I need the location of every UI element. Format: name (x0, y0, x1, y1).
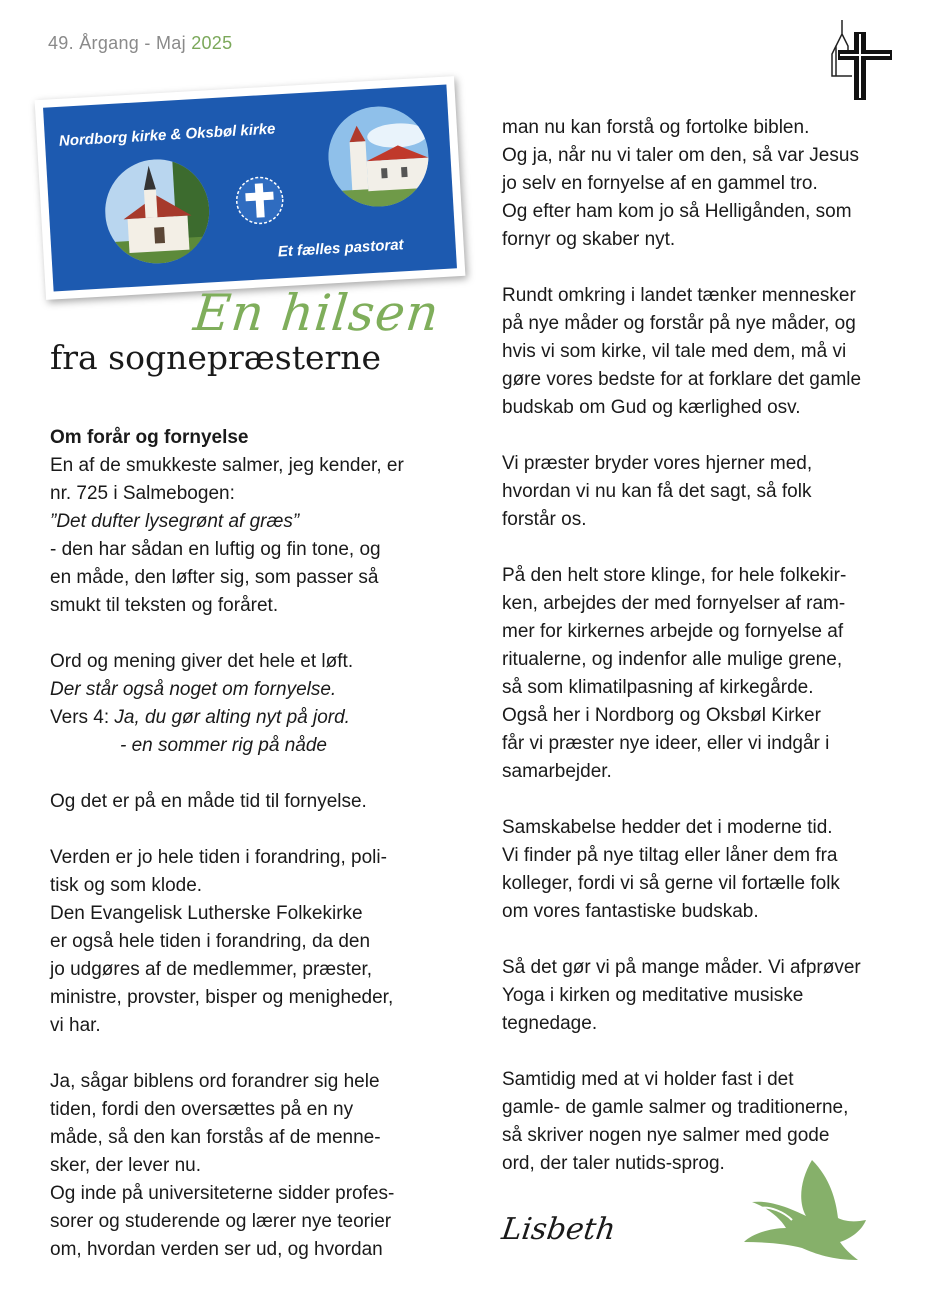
text-line: vi har. (50, 1015, 101, 1036)
right-column (502, 114, 912, 1178)
text-line: Og ja, når nu vi taler om den, så var Jesus (502, 145, 859, 166)
text-line: Om forår og fornyelse (50, 427, 249, 448)
text-line: måde, så den kan forstås af de menne- (50, 1127, 381, 1148)
text-line: så som klimatilpasning af kirkegårde. (502, 677, 814, 698)
text-line: hvordan vi nu kan få det sagt, så folk (502, 481, 812, 502)
text-line: ritualerne, og indenfor alle mulige grene, (502, 649, 843, 670)
nordborg-church-image (102, 156, 212, 266)
text-line (502, 534, 912, 562)
text-line: Samskabelse hedder det i moderne tid. (502, 817, 833, 838)
text-line: ken, arbejdes der med fornyelser af ram- (502, 593, 846, 614)
text-line (502, 422, 912, 450)
text-line: Samtidig med at vi holder fast i det (502, 1069, 794, 1090)
text-line: budskab om Gud og kærlighed osv. (502, 397, 801, 418)
text-line: Vi præster bryder vores hjerner med, (502, 453, 813, 474)
signature: Lisbeth (499, 1212, 618, 1247)
left-column (50, 424, 460, 1264)
banner-title: Nordborg kirke & Oksbøl kirke (58, 120, 276, 150)
text-line: En af de smukkeste salmer, jeg kender, er (50, 455, 404, 476)
text-line: nr. 725 i Salmebogen: (50, 483, 235, 504)
text-line (50, 620, 460, 648)
text-line: sorer og studerende og lærer nye teorier (50, 1211, 392, 1232)
heading-main: fra sognepræsterne (50, 338, 382, 377)
text-line: smukt til teksten og foråret. (50, 595, 279, 616)
issue-label: 49. Årgang - Maj (48, 33, 186, 53)
text-line: ministre, provster, bisper og menigheder, (50, 987, 394, 1008)
text-line: tegnedage. (502, 1013, 598, 1034)
text-line: tiden, fordi den oversættes på en ny (50, 1099, 354, 1120)
text-line: Og efter ham kom jo så Helligånden, som (502, 201, 852, 222)
text-line (50, 816, 460, 844)
church-cross-icon (828, 14, 896, 102)
text-line: Vers 4: Ja, du gør alting nyt på jord. (50, 707, 350, 728)
text-line: Ord og mening giver det hele et løft. (50, 651, 354, 672)
text-line: så skriver nogen nye salmer med gode (502, 1125, 830, 1146)
text-line: mer for kirkernes arbejde og fornyelse af (502, 621, 844, 642)
text-line: Yoga i kirken og meditative musiske (502, 985, 804, 1006)
text-line: ”Det dufter lysegrønt af græs” (50, 511, 300, 532)
text-line: om, hvordan verden ser ud, og hvordan (50, 1239, 383, 1260)
text-line: Også her i Nordborg og Oksbøl Kirker (502, 705, 821, 726)
text-line: gøre vores bedste for at forklare det gamle (502, 369, 862, 390)
text-line: jo udgøres af de medlemmer, præster, (50, 959, 373, 980)
text-line: forstår os. (502, 509, 587, 530)
text-line: fornyr og skaber nyt. (502, 229, 676, 250)
text-line: er også hele tiden i forandring, da den (50, 931, 371, 952)
issue-header (48, 33, 232, 54)
text-line: Ja, sågar biblens ord forandrer sig hele (50, 1071, 380, 1092)
text-line (502, 786, 912, 814)
text-line: Rundt omkring i landet tænker mennesker (502, 285, 856, 306)
text-line: Og inde på universiteterne sidder profes- (50, 1183, 395, 1204)
text-line (502, 926, 912, 954)
text-line (50, 760, 460, 788)
text-line: - den har sådan en luftig og fin tone, og (50, 539, 381, 560)
text-line: samarbejder. (502, 761, 612, 782)
cross-circle-icon (233, 174, 286, 227)
text-line: Så det gør vi på mange måder. Vi afprøver (502, 957, 861, 978)
text-line: om vores fantastiske budskab. (502, 901, 759, 922)
text-line: Og det er på en måde tid til fornyelse. (50, 791, 367, 812)
text-line (50, 1040, 460, 1068)
text-line: Der står også noget om fornyelse. (50, 679, 337, 700)
text-line (502, 1038, 912, 1066)
issue-year: 2025 (191, 33, 233, 53)
oksbol-church-image (326, 104, 432, 210)
text-line: jo selv en fornyelse af en gammel tro. (502, 173, 818, 194)
text-line: en måde, den løfter sig, som passer så (50, 567, 379, 588)
text-line: får vi præster nye ideer, eller vi indgår i (502, 733, 830, 754)
text-line: tisk og som klode. (50, 875, 203, 896)
text-line: - en sommer rig på nåde (120, 735, 327, 756)
text-line (502, 254, 912, 282)
pastorate-banner (35, 76, 466, 300)
text-line: hvis vi som kirke, vil tale med dem, må vi (502, 341, 847, 362)
text-line: på nye måder og forstår på nye måder, og (502, 313, 856, 334)
text-line: man nu kan forstå og fortolke biblen. (502, 117, 810, 138)
text-line: Vi finder på nye tiltag eller låner dem fra (502, 845, 838, 866)
heading-script: En hilsen (190, 284, 443, 342)
text-line: kolleger, fordi vi så gerne vil fortælle folk (502, 873, 840, 894)
text-line: Verden er jo hele tiden i forandring, poli- (50, 847, 387, 868)
dove-icon (740, 1150, 870, 1270)
text-line: På den helt store klinge, for hele folkekir- (502, 565, 847, 586)
text-line: ord, der taler nutids-sprog. (502, 1153, 725, 1174)
text-line: Den Evangelisk Lutherske Folkekirke (50, 903, 363, 924)
text-line: gamle- de gamle salmer og traditionerne, (502, 1097, 849, 1118)
banner-subtitle: Et fælles pastorat (277, 236, 405, 261)
text-line: sker, der lever nu. (50, 1155, 202, 1176)
